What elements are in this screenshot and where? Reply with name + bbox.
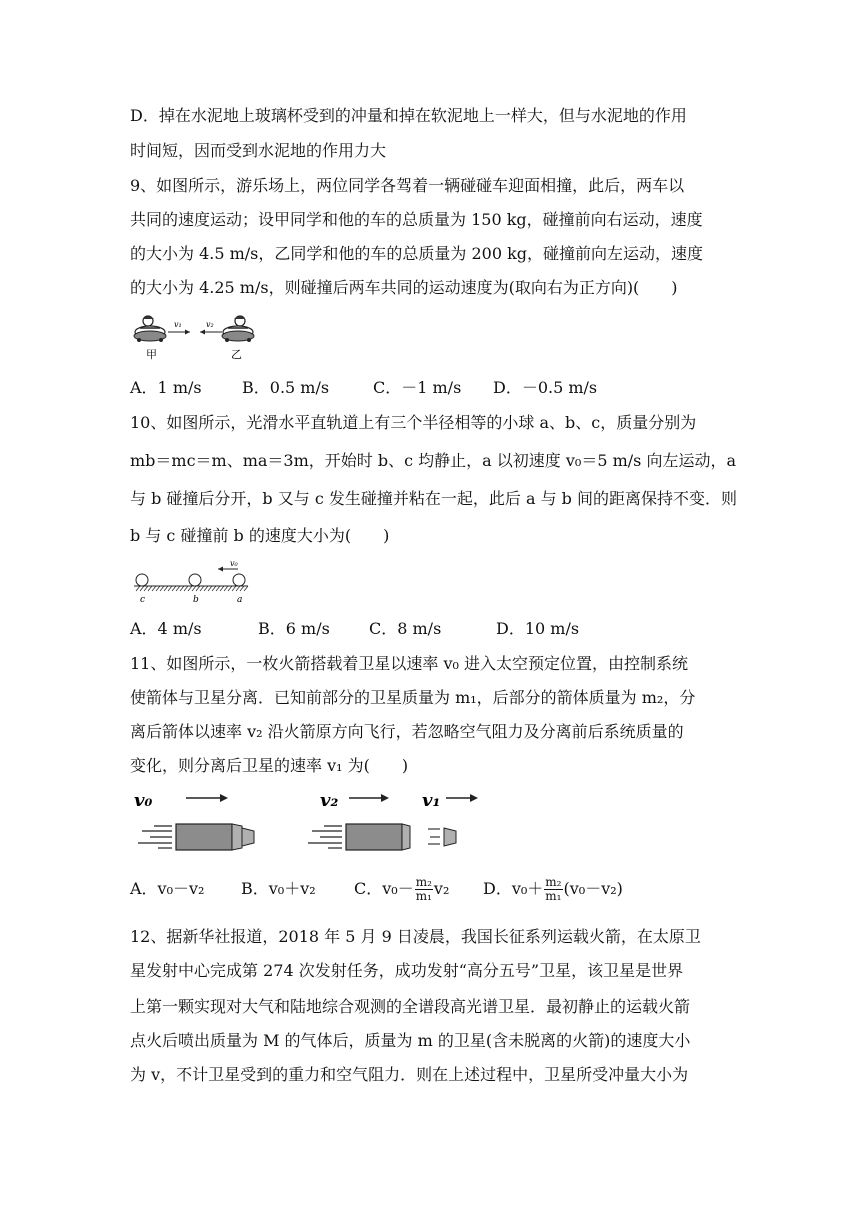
q10-option-b: B．6 m/s bbox=[258, 619, 330, 638]
q10-option-d: D．10 m/s bbox=[496, 619, 580, 638]
q11-satellite-1 bbox=[242, 828, 254, 846]
q9-option-b: B．0.5 m/s bbox=[242, 378, 330, 397]
q9-label-yi: 乙 bbox=[231, 348, 242, 361]
q11-v0-label: v₀ bbox=[134, 790, 153, 811]
q9-line-1: 9、如图所示，游乐场上，两位同学各驾着一辆碰碰车迎面相撞，此后，两车以 bbox=[130, 176, 685, 195]
q11-line-1: 11、如图所示，一枚火箭搭载着卫星以速率 v₀ 进入太空预定位置，由控制系统 bbox=[130, 654, 688, 673]
q10-v0-label: v₀ bbox=[230, 559, 238, 568]
q11-option-c-denominator: m₁ bbox=[415, 889, 432, 903]
q9-option-c: C．－1 m/s bbox=[373, 378, 462, 397]
q9-line-3: 的大小为 4.5 m/s，乙同学和他的车的总质量为 200 kg，碰撞前向左运动，速度 bbox=[130, 244, 704, 263]
q11-option-d-suffix: (v₀－v₂) bbox=[563, 879, 623, 898]
car-yi-icon bbox=[222, 316, 254, 342]
q10-balls-on-track-figure bbox=[130, 558, 254, 606]
car-jia-icon bbox=[134, 316, 166, 342]
q11-line-4: 变化，则分离后卫星的速率 v₁ 为( ) bbox=[130, 756, 409, 775]
q10-label-a: a bbox=[237, 595, 243, 605]
q11-option-d-prefix: D．v₀＋ bbox=[483, 879, 544, 898]
q11-option-d-denominator: m₁ bbox=[545, 889, 562, 903]
q10-track-hatching bbox=[136, 586, 248, 591]
q9-option-a: A．1 m/s bbox=[130, 378, 202, 397]
q11-exhaust-lines-1 bbox=[138, 826, 172, 848]
q10-line-1: 10、如图所示，光滑水平直轨道上有三个半径相等的小球 a、b、c，质量分别为 bbox=[130, 413, 697, 432]
q10-line-4: b 与 c 碰撞前 b 的速度大小为( ) bbox=[130, 526, 390, 545]
q11-rocket-collar-1 bbox=[232, 824, 242, 850]
q12-line-3: 上第一颗实现对大气和陆地综合观测的全谱段高光谱卫星．最初静止的运载火箭 bbox=[130, 997, 691, 1016]
q10-option-c: C．8 m/s bbox=[369, 619, 442, 638]
q11-option-d bbox=[483, 870, 623, 908]
q11-satellite-motion-lines bbox=[428, 829, 440, 844]
q9-v2-label: v₂ bbox=[206, 320, 214, 329]
q10-option-a: A．4 m/s bbox=[130, 619, 202, 638]
q11-rocket-body-1 bbox=[176, 824, 232, 850]
q9-option-d: D．－0.5 m/s bbox=[493, 378, 598, 397]
q11-line-3: 离后箭体以速率 v₂ 沿火箭原方向飞行，若忽略空气阻力及分离前后系统质量的 bbox=[130, 722, 684, 741]
q10-label-b: b bbox=[193, 595, 199, 605]
q11-option-c-numerator: m₂ bbox=[415, 875, 432, 889]
q9-label-jia: 甲 bbox=[146, 348, 157, 361]
q11-option-d-fraction bbox=[544, 876, 562, 903]
q11-option-c-prefix: C．v₀－ bbox=[354, 879, 414, 898]
q9-bumper-cars-figure bbox=[130, 310, 260, 362]
q11-exhaust-lines-2 bbox=[308, 826, 342, 848]
q11-line-2: 使箭体与卫星分离．已知前部分的卫星质量为 m₁，后部分的箭体质量为 m₂，分 bbox=[130, 688, 696, 707]
q10-line-2: mb＝mc＝m、ma＝3m，开始时 b、c 均静止，a 以初速度 v₀＝5 m/s 向左运动，a bbox=[130, 451, 736, 470]
q12-line-4: 点火后喷出质量为 M 的气体后，质量为 m 的卫星(含未脱离的火箭)的速度大小 bbox=[130, 1031, 691, 1050]
q12-line-1: 12、据新华社报道，2018 年 5 月 9 日凌晨，我国长征系列运载火箭，在太原卫 bbox=[130, 927, 701, 946]
q9-line-2: 共同的速度运动；设甲同学和他的车的总质量为 150 kg，碰撞前向右运动，速度 bbox=[130, 210, 703, 229]
q11-option-c-suffix: v₂ bbox=[433, 879, 450, 898]
q9-v1-label: v₁ bbox=[174, 320, 182, 329]
option-d-line-1: D．掉在水泥地上玻璃杯受到的冲量和掉在软泥地上一样大，但与水泥地的作用 bbox=[130, 106, 687, 125]
q11-option-a: A．v₀－v₂ bbox=[130, 879, 205, 898]
q11-rocket-collar-2 bbox=[402, 824, 410, 850]
q12-line-5: 为 v，不计卫星受到的重力和空气阻力．则在上述过程中，卫星所受冲量大小为 bbox=[130, 1065, 689, 1084]
q11-v1-label: v₁ bbox=[422, 790, 441, 811]
q11-satellite-2 bbox=[444, 828, 456, 846]
q10-line-3: 与 b 碰撞后分开，b 又与 c 发生碰撞并粘在一起，此后 a 与 b 间的距离保持不变．则 bbox=[130, 489, 738, 508]
q11-v2-label: v₂ bbox=[320, 790, 339, 811]
q10-label-c: c bbox=[140, 595, 146, 605]
q11-rocket-body-2 bbox=[346, 824, 402, 850]
q11-option-b: B．v₀＋v₂ bbox=[241, 879, 316, 898]
q9-line-4: 的大小为 4.25 m/s，则碰撞后两车共同的运动速度为(取向右为正方向)( ) bbox=[130, 278, 678, 297]
q11-option-c-fraction bbox=[415, 876, 433, 903]
q11-option-c bbox=[354, 870, 449, 908]
q12-line-2: 星发射中心完成第 274 次发射任务，成功发射“高分五号”卫星，该卫星是世界 bbox=[130, 961, 684, 980]
q11-rocket-separation-figure bbox=[130, 784, 500, 856]
q11-option-d-numerator: m₂ bbox=[545, 875, 562, 889]
option-d-line-2: 时间短，因而受到水泥地的作用力大 bbox=[130, 141, 387, 160]
